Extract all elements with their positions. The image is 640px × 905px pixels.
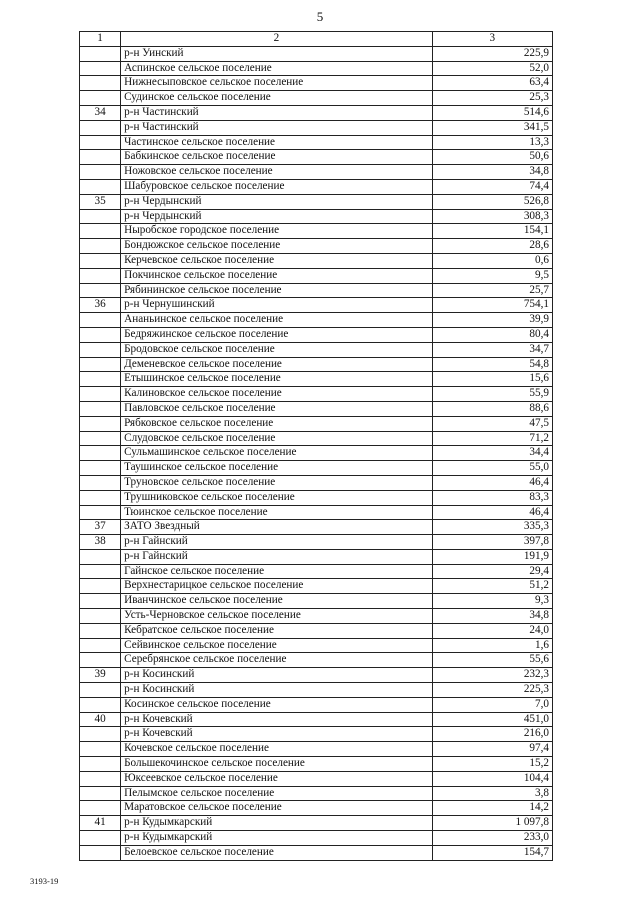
table-row	[80, 387, 553, 402]
amount-cell: 14,2	[432, 801, 552, 816]
footer-document-code: 3193-19	[30, 876, 59, 886]
amount-cell: 88,6	[432, 401, 552, 416]
table-row	[80, 683, 553, 698]
amount-cell: 7,0	[432, 697, 552, 712]
row-number-cell	[80, 475, 121, 490]
row-number-cell	[80, 61, 121, 76]
table-row	[80, 816, 553, 831]
territory-name-cell: Таушинское сельское поселение	[121, 461, 433, 476]
amount-cell: 51,2	[432, 579, 552, 594]
territory-name-cell: Ныробское городское поселение	[121, 224, 433, 239]
table-row	[80, 283, 553, 298]
amount-cell: 55,9	[432, 387, 552, 402]
table-row	[80, 150, 553, 165]
row-number-cell	[80, 564, 121, 579]
territory-name-cell: Керчевское сельское поселение	[121, 253, 433, 268]
territory-name-cell: Серебрянское сельское поселение	[121, 653, 433, 668]
row-number-cell	[80, 727, 121, 742]
table-row	[80, 313, 553, 328]
territory-name-cell: Тюинское сельское поселение	[121, 505, 433, 520]
table-row	[80, 165, 553, 180]
table-row	[80, 372, 553, 387]
territory-name-cell: Шабуровское сельское поселение	[121, 179, 433, 194]
territory-name-cell: р-н Гайнский	[121, 535, 433, 550]
table-row	[80, 327, 553, 342]
territory-name-cell: Гайнское сельское поселение	[121, 564, 433, 579]
table-row	[80, 461, 553, 476]
row-number-cell	[80, 253, 121, 268]
amount-cell: 154,7	[432, 845, 552, 860]
territory-name-cell: Павловское сельское поселение	[121, 401, 433, 416]
table-row	[80, 594, 553, 609]
row-number-cell	[80, 401, 121, 416]
table-row	[80, 771, 553, 786]
territory-name-cell: Сейвинское сельское поселение	[121, 638, 433, 653]
page-number: 5	[316, 9, 324, 24]
territory-name-cell: Кебратское сельское поселение	[121, 623, 433, 638]
table-row	[80, 549, 553, 564]
territory-name-cell: Ножовское сельское поселение	[121, 165, 433, 180]
row-number-cell	[80, 505, 121, 520]
row-number-cell: 38	[80, 535, 121, 550]
row-number-cell	[80, 387, 121, 402]
amount-cell: 29,4	[432, 564, 552, 579]
table-row	[80, 105, 553, 120]
territory-name-cell: ЗАТО Звездный	[121, 520, 433, 535]
territory-name-cell: Рябковское сельское поселение	[121, 416, 433, 431]
territory-name-cell: Бабкинское сельское поселение	[121, 150, 433, 165]
amount-cell: 34,4	[432, 446, 552, 461]
territory-name-cell: Нижнесыповское сельское поселение	[121, 76, 433, 91]
amount-cell: 451,0	[432, 712, 552, 727]
territory-name-cell: Белоевское сельское поселение	[121, 845, 433, 860]
row-number-cell	[80, 845, 121, 860]
row-number-cell	[80, 313, 121, 328]
table-row	[80, 742, 553, 757]
table-row	[80, 431, 553, 446]
territory-name-cell: Аспинское сельское поселение	[121, 61, 433, 76]
row-number-cell: 34	[80, 105, 121, 120]
table-body	[80, 32, 553, 861]
table-row	[80, 727, 553, 742]
territory-name-cell: р-н Гайнский	[121, 549, 433, 564]
row-number-cell: 40	[80, 712, 121, 727]
table-row	[80, 224, 553, 239]
territory-name-cell: Маратовское сельское поселение	[121, 801, 433, 816]
row-number-cell	[80, 416, 121, 431]
table-row	[80, 416, 553, 431]
row-number-cell	[80, 638, 121, 653]
territory-name-cell: Труновское сельское поселение	[121, 475, 433, 490]
row-number-cell	[80, 653, 121, 668]
territory-name-cell: р-н Косинский	[121, 683, 433, 698]
amount-cell: 233,0	[432, 831, 552, 846]
amount-cell: 52,0	[432, 61, 552, 76]
row-number-cell	[80, 579, 121, 594]
table-row	[80, 668, 553, 683]
amount-cell: 50,6	[432, 150, 552, 165]
table-row	[80, 697, 553, 712]
table-row	[80, 239, 553, 254]
allocation-table	[79, 31, 553, 861]
table-row	[80, 535, 553, 550]
table-row	[80, 475, 553, 490]
territory-name-cell: Слудовское сельское поселение	[121, 431, 433, 446]
territory-name-cell: Иванчинское сельское поселение	[121, 594, 433, 609]
amount-cell: 55,6	[432, 653, 552, 668]
territory-name-cell: р-н Кочевский	[121, 712, 433, 727]
amount-cell: 71,2	[432, 431, 552, 446]
territory-name-cell: Етышинское сельское поселение	[121, 372, 433, 387]
row-number-cell	[80, 179, 121, 194]
row-number-cell	[80, 268, 121, 283]
table-row	[80, 490, 553, 505]
row-number-cell	[80, 446, 121, 461]
territory-name-cell: р-н Чердынский	[121, 194, 433, 209]
territory-name-cell: Калиновское сельское поселение	[121, 387, 433, 402]
amount-cell: 46,4	[432, 475, 552, 490]
row-number-cell	[80, 594, 121, 609]
territory-name-cell: Рябининское сельское поселение	[121, 283, 433, 298]
table-row	[80, 401, 553, 416]
row-number-cell	[80, 120, 121, 135]
table-row	[80, 120, 553, 135]
amount-cell: 9,3	[432, 594, 552, 609]
row-number-cell	[80, 801, 121, 816]
row-number-cell	[80, 623, 121, 638]
territory-name-cell: Кочевское сельское поселение	[121, 742, 433, 757]
amount-cell: 13,3	[432, 135, 552, 150]
table-row	[80, 298, 553, 313]
table-row	[80, 712, 553, 727]
amount-cell: 397,8	[432, 535, 552, 550]
table-row	[80, 831, 553, 846]
table-row	[80, 520, 553, 535]
table-row	[80, 505, 553, 520]
territory-name-cell: Бродовское сельское поселение	[121, 342, 433, 357]
table-row	[80, 135, 553, 150]
territory-name-cell: р-н Частинский	[121, 120, 433, 135]
table-row	[80, 653, 553, 668]
table-row	[80, 786, 553, 801]
amount-cell: 15,2	[432, 757, 552, 772]
territory-name-cell: Усть-Черновское сельское поселение	[121, 609, 433, 624]
amount-cell: 225,3	[432, 683, 552, 698]
table-header-row	[80, 32, 553, 47]
row-number-cell	[80, 742, 121, 757]
column-header-2: 2	[121, 32, 433, 47]
row-number-cell: 35	[80, 194, 121, 209]
amount-cell: 15,6	[432, 372, 552, 387]
territory-name-cell: р-н Кудымкарский	[121, 816, 433, 831]
row-number-cell	[80, 609, 121, 624]
territory-name-cell: р-н Частинский	[121, 105, 433, 120]
territory-name-cell: Юксеевское сельское поселение	[121, 771, 433, 786]
amount-cell: 754,1	[432, 298, 552, 313]
territory-name-cell: Пелымское сельское поселение	[121, 786, 433, 801]
amount-cell: 0,6	[432, 253, 552, 268]
row-number-cell	[80, 150, 121, 165]
territory-name-cell: р-н Чернушинский	[121, 298, 433, 313]
table-row	[80, 209, 553, 224]
amount-cell: 9,5	[432, 268, 552, 283]
table-row	[80, 194, 553, 209]
amount-cell: 191,9	[432, 549, 552, 564]
row-number-cell	[80, 135, 121, 150]
amount-cell: 54,8	[432, 357, 552, 372]
table-row	[80, 757, 553, 772]
row-number-cell	[80, 490, 121, 505]
table-row	[80, 446, 553, 461]
amount-cell: 74,4	[432, 179, 552, 194]
amount-cell: 39,9	[432, 313, 552, 328]
row-number-cell	[80, 224, 121, 239]
amount-cell: 34,8	[432, 609, 552, 624]
table-row	[80, 609, 553, 624]
table-row	[80, 801, 553, 816]
amount-cell: 47,5	[432, 416, 552, 431]
amount-cell: 25,7	[432, 283, 552, 298]
territory-name-cell: Косинское сельское поселение	[121, 697, 433, 712]
territory-name-cell: Ананьинское сельское поселение	[121, 313, 433, 328]
row-number-cell	[80, 697, 121, 712]
row-number-cell	[80, 165, 121, 180]
amount-cell: 25,3	[432, 91, 552, 106]
table-row	[80, 268, 553, 283]
row-number-cell	[80, 549, 121, 564]
territory-name-cell: Большекочинское сельское поселение	[121, 757, 433, 772]
column-header-3: 3	[432, 32, 552, 47]
amount-cell: 80,4	[432, 327, 552, 342]
amount-cell: 216,0	[432, 727, 552, 742]
amount-cell: 34,7	[432, 342, 552, 357]
territory-name-cell: р-н Косинский	[121, 668, 433, 683]
row-number-cell	[80, 431, 121, 446]
territory-name-cell: Верхнестарицкое сельское поселение	[121, 579, 433, 594]
amount-cell: 341,5	[432, 120, 552, 135]
amount-cell: 1,6	[432, 638, 552, 653]
row-number-cell	[80, 771, 121, 786]
table-row	[80, 253, 553, 268]
row-number-cell	[80, 372, 121, 387]
amount-cell: 104,4	[432, 771, 552, 786]
amount-cell: 514,6	[432, 105, 552, 120]
territory-name-cell: Трушниковское сельское поселение	[121, 490, 433, 505]
amount-cell: 1 097,8	[432, 816, 552, 831]
amount-cell: 308,3	[432, 209, 552, 224]
row-number-cell	[80, 46, 121, 61]
territory-name-cell: Деменевское сельское поселение	[121, 357, 433, 372]
column-header-1: 1	[80, 32, 121, 47]
row-number-cell	[80, 831, 121, 846]
table-row	[80, 845, 553, 860]
row-number-cell	[80, 342, 121, 357]
amount-cell: 28,6	[432, 239, 552, 254]
territory-name-cell: р-н Уинский	[121, 46, 433, 61]
territory-name-cell: р-н Кочевский	[121, 727, 433, 742]
table-row	[80, 342, 553, 357]
amount-cell: 232,3	[432, 668, 552, 683]
row-number-cell	[80, 757, 121, 772]
row-number-cell: 37	[80, 520, 121, 535]
row-number-cell	[80, 461, 121, 476]
amount-cell: 335,3	[432, 520, 552, 535]
amount-cell: 63,4	[432, 76, 552, 91]
table-row	[80, 357, 553, 372]
amount-cell: 154,1	[432, 224, 552, 239]
row-number-cell	[80, 357, 121, 372]
row-number-cell	[80, 786, 121, 801]
row-number-cell	[80, 283, 121, 298]
row-number-cell	[80, 683, 121, 698]
territory-name-cell: р-н Чердынский	[121, 209, 433, 224]
territory-name-cell: р-н Кудымкарский	[121, 831, 433, 846]
territory-name-cell: Частинское сельское поселение	[121, 135, 433, 150]
row-number-cell: 39	[80, 668, 121, 683]
territory-name-cell: Покчинское сельское поселение	[121, 268, 433, 283]
row-number-cell: 36	[80, 298, 121, 313]
amount-cell: 34,8	[432, 165, 552, 180]
territory-name-cell: Бедряжинское сельское поселение	[121, 327, 433, 342]
table-row	[80, 76, 553, 91]
territory-name-cell: Сульмашинское сельское поселение	[121, 446, 433, 461]
amount-cell: 46,4	[432, 505, 552, 520]
amount-cell: 3,8	[432, 786, 552, 801]
amount-cell: 83,3	[432, 490, 552, 505]
row-number-cell	[80, 209, 121, 224]
table-row	[80, 46, 553, 61]
row-number-cell	[80, 327, 121, 342]
row-number-cell	[80, 76, 121, 91]
table-row	[80, 61, 553, 76]
amount-cell: 24,0	[432, 623, 552, 638]
table-row	[80, 579, 553, 594]
table-row	[80, 179, 553, 194]
amount-cell: 225,9	[432, 46, 552, 61]
table-row	[80, 623, 553, 638]
table-row	[80, 638, 553, 653]
territory-name-cell: Судинское сельское поселение	[121, 91, 433, 106]
amount-cell: 526,8	[432, 194, 552, 209]
table-row	[80, 91, 553, 106]
row-number-cell	[80, 91, 121, 106]
row-number-cell	[80, 239, 121, 254]
row-number-cell: 41	[80, 816, 121, 831]
territory-name-cell: Бондюжское сельское поселение	[121, 239, 433, 254]
amount-cell: 55,0	[432, 461, 552, 476]
amount-cell: 97,4	[432, 742, 552, 757]
table-row	[80, 564, 553, 579]
